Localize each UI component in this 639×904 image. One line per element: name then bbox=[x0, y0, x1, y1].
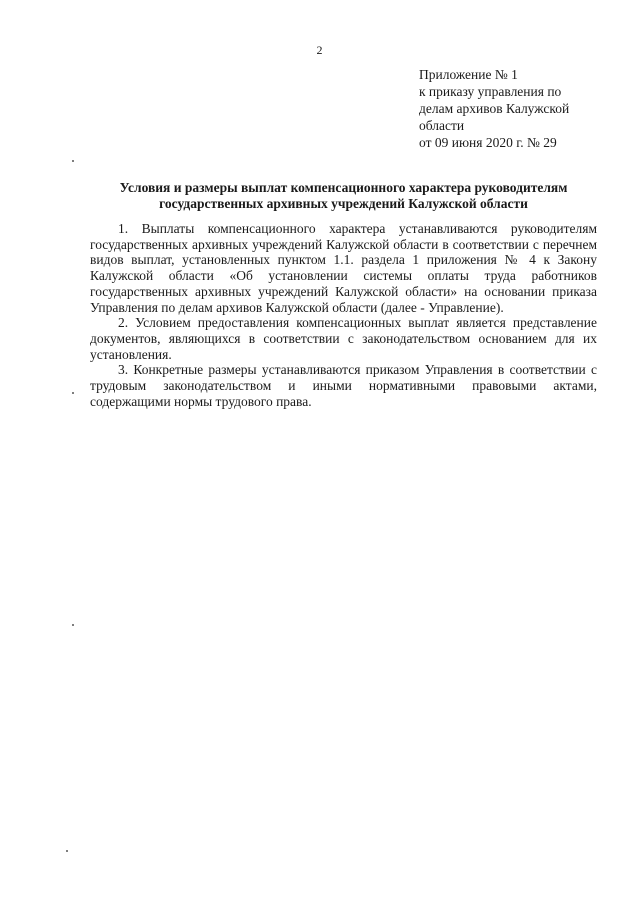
appendix-line: области bbox=[419, 118, 465, 133]
page-number: 2 bbox=[316, 43, 323, 57]
appendix-header bbox=[419, 66, 619, 151]
document-title bbox=[90, 180, 597, 212]
paragraph-3: 3. Конкретные размеры устанавливаются приказом Управления в соответствии с трудовым законодательством и иными нормативными правовыми актами, содержащими нормы трудового права. bbox=[90, 362, 597, 409]
scan-speck bbox=[72, 160, 74, 162]
paragraph-2: 2. Условием предоставления компенсационных выплат является представление документов, являющихся в соответствии с законодательством основанием для их установления. bbox=[90, 315, 597, 362]
appendix-line: к приказу управления по bbox=[419, 84, 562, 99]
scan-speck bbox=[72, 624, 74, 626]
paragraph-1: 1. Выплаты компенсационного характера устанавливаются руководителям государственных архивных учреждений Калужской области в соответствии с перечнем видов выплат, установленных пунктом 1.1. раздела 1 приложения № 4 к Закону Калужской области «Об установлении системы оплаты труда работников государственных архивных учреждений Калужской области» на основании приказа Управления по делам архивов Калужской области (далее - Управление). bbox=[90, 221, 597, 315]
scan-speck bbox=[72, 392, 74, 394]
title-line: государственных архивных учреждений Калужской области bbox=[159, 196, 528, 211]
appendix-line: Приложение № 1 bbox=[419, 67, 518, 82]
document-body bbox=[90, 221, 597, 409]
appendix-line: делам архивов Калужской bbox=[419, 101, 570, 116]
scan-speck bbox=[66, 850, 68, 852]
appendix-line: от 09 июня 2020 г. № 29 bbox=[419, 135, 557, 150]
title-line: Условия и размеры выплат компенсационного характера руководителям bbox=[119, 180, 568, 195]
